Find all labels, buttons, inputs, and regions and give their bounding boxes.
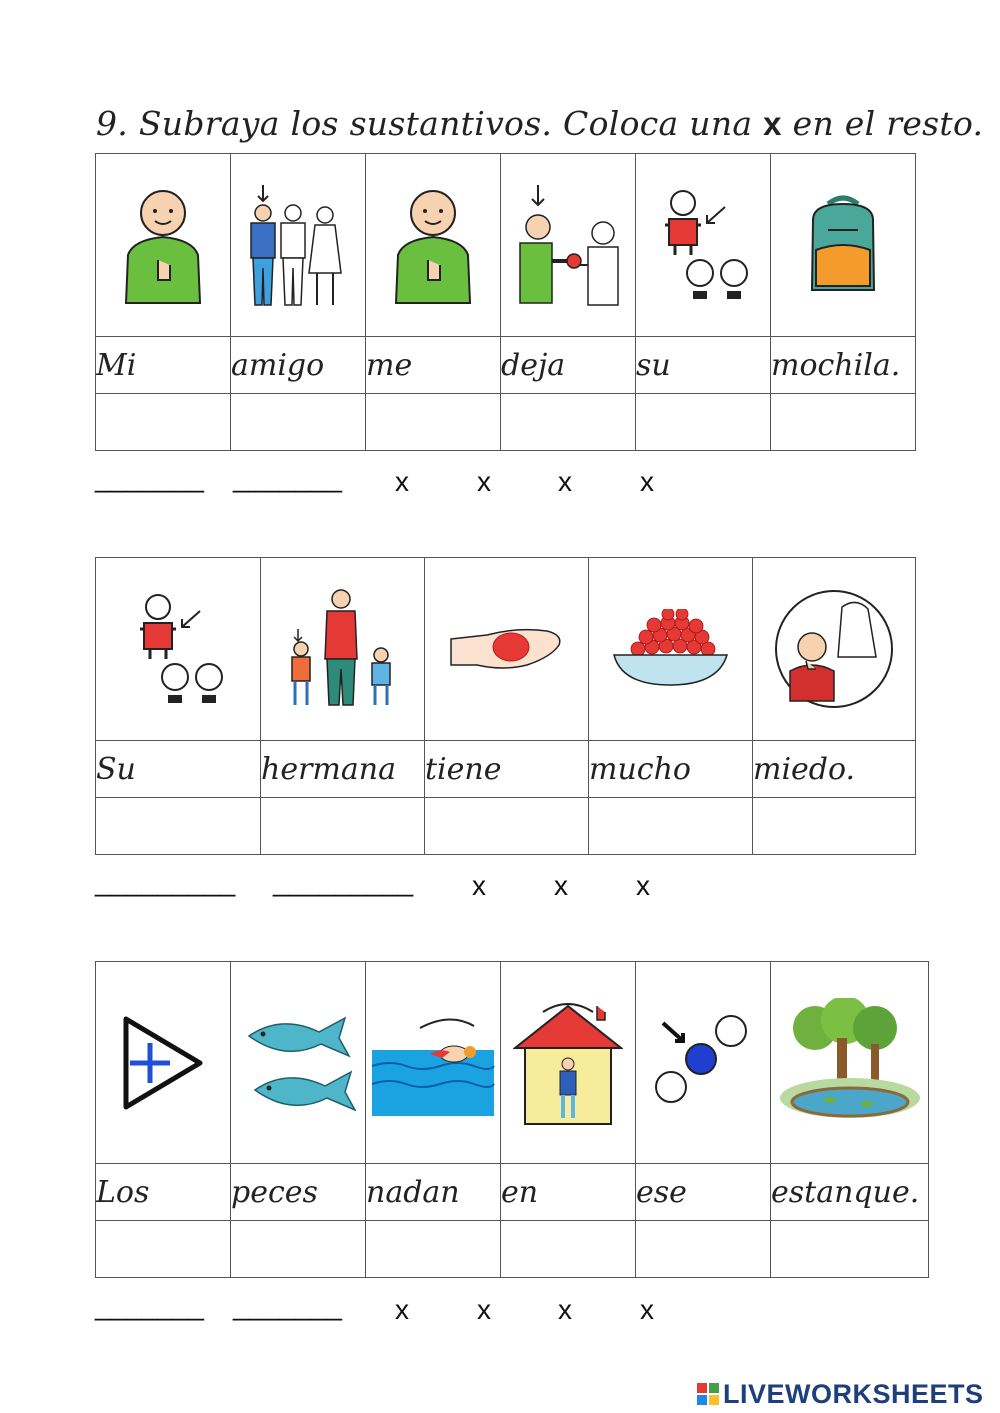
pictogram-cell [96,558,261,741]
word-cell: mucho [589,741,753,798]
answer-mark: x [558,1294,572,1325]
answer-input-cell[interactable] [589,798,753,855]
word-cell: nadan [366,1164,501,1221]
liveworksheets-logo[interactable] [697,1377,984,1411]
answer-mark: x [640,1294,654,1325]
answer-input-cell[interactable] [771,394,916,451]
friends-group-icon [243,183,353,308]
word-cell: en [501,1164,636,1221]
answer-row-3 [95,1290,915,1334]
word-cell: mochila. [771,337,916,394]
answer-input-cell[interactable] [753,798,916,855]
pictogram-cell [366,962,501,1164]
answer-mark: x [477,466,491,497]
answer-mark: x [477,1294,491,1325]
answer-input-cell[interactable] [231,1221,366,1278]
answer-line: _______ [95,1290,205,1321]
answer-line: _________ [95,866,236,897]
answer-input-cell[interactable] [366,1221,501,1278]
pictogram-cell [753,558,916,741]
brand-name: LIVEWORKSHEETS [723,1378,984,1409]
scared-child-icon [772,587,897,712]
word-cell: Los [96,1164,231,1221]
pictogram-cell [771,962,929,1164]
give-object-icon [508,183,628,308]
pictogram-cell [771,154,916,337]
instruction-title: 9. Subraya los sustantivos. Coloca una x en el resto. [96,104,984,143]
answer-mark: x [395,1294,409,1325]
exercise-3-table [95,961,929,1278]
answer-input-cell[interactable] [366,394,501,451]
answer-mark: x [395,466,409,497]
answer-input-cell[interactable] [771,1221,929,1278]
bowl-of-berries-icon [608,609,733,689]
answer-input-cell[interactable] [636,394,771,451]
answer-input-cell[interactable] [501,1221,636,1278]
answer-input-cell[interactable] [96,798,261,855]
answer-input-cell[interactable] [261,798,425,855]
answer-line: _______ [95,462,205,493]
person-pointing-self-icon [118,185,208,305]
pictogram-cell [636,962,771,1164]
answer-input-cell[interactable] [501,394,636,451]
answer-input-cell[interactable] [636,1221,771,1278]
pictogram-cell [96,962,231,1164]
answer-row-2 [95,866,915,910]
pictogram-cell [589,558,753,741]
word-cell: tiene [425,741,589,798]
answer-input-cell[interactable] [231,394,366,451]
answer-mark: x [554,870,568,901]
pictogram-cell [261,558,425,741]
word-cell: Su [96,741,261,798]
logo-square [697,1395,707,1405]
answer-line: _________ [273,866,414,897]
answer-row-1 [95,462,915,506]
demonstrative-ese-icon [653,1013,753,1113]
swimmer-icon [370,1008,496,1118]
answer-mark: x [558,466,572,497]
pictogram-cell [425,558,589,741]
pictogram-cell [231,154,366,337]
answer-mark: x [636,870,650,901]
word-cell: me [366,337,501,394]
person-pointing-self-icon [388,185,478,305]
answer-line: _______ [233,462,343,493]
word-cell: deja [501,337,636,394]
answer-input-cell[interactable] [96,1221,231,1278]
pictogram-cell [366,154,501,337]
logo-square [709,1395,719,1405]
backpack-icon [798,190,888,300]
possessive-su-icon [123,587,233,712]
hand-holding-ball-icon [447,609,567,689]
exercise-2-table [95,557,916,855]
word-cell: estanque. [771,1164,929,1221]
fish-icon [241,1008,356,1118]
answer-mark: x [640,466,654,497]
logo-square [709,1383,719,1393]
word-cell: hermana [261,741,425,798]
pictogram-cell [501,962,636,1164]
family-sister-icon [283,589,403,709]
word-cell: Mi [96,337,231,394]
in-house-icon [513,998,623,1128]
answer-line: _______ [233,1290,343,1321]
pond-icon [775,998,925,1128]
logo-squares-icon [697,1383,719,1405]
word-cell: amigo [231,337,366,394]
pictogram-cell [96,154,231,337]
possessive-su-icon [653,183,753,308]
plural-article-icon [118,1013,208,1113]
pictogram-cell [636,154,771,337]
word-cell: peces [231,1164,366,1221]
exercise-1-table [95,153,916,451]
logo-square [697,1383,707,1393]
word-cell: miedo. [753,741,916,798]
answer-input-cell[interactable] [96,394,231,451]
word-cell: su [636,337,771,394]
answer-input-cell[interactable] [425,798,589,855]
answer-mark: x [472,870,486,901]
pictogram-cell [231,962,366,1164]
pictogram-cell [501,154,636,337]
word-cell: ese [636,1164,771,1221]
